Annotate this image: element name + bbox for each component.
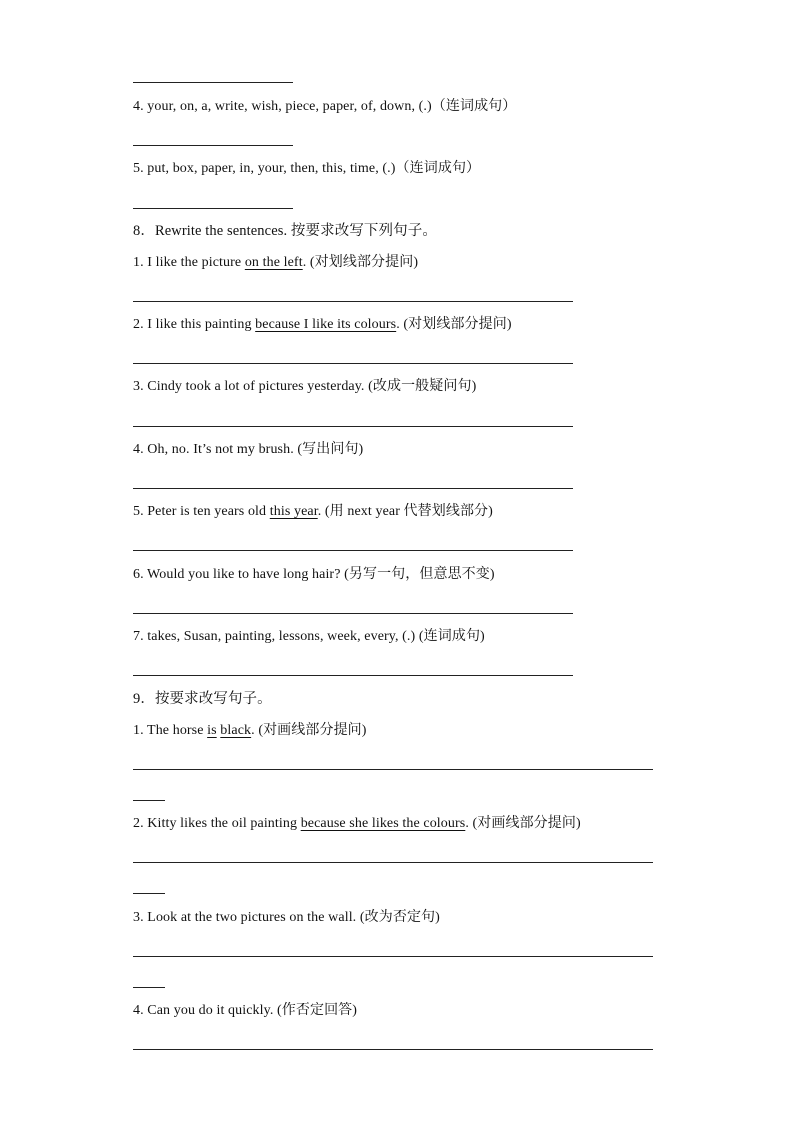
question-8-2-instruction: . (对划线部分提问): [396, 317, 512, 332]
question-9-3: 3. Look at the two pictures on the wall. (改为否定句): [133, 910, 440, 925]
answer-line-continuation: [133, 893, 165, 894]
question-8-5-text: 5. Peter is ten years old: [133, 504, 270, 519]
question-8-3: 3. Cindy took a lot of pictures yesterday. (改成一般疑问句): [133, 379, 477, 394]
answer-line: [133, 769, 653, 770]
answer-line: [133, 145, 293, 146]
question-8-2-text: 2. I like this painting: [133, 317, 256, 332]
answer-line: [133, 862, 653, 863]
answer-line: [133, 613, 573, 614]
underlined-part: this year: [269, 504, 318, 519]
question-9-2: [133, 814, 581, 834]
answer-line: [133, 426, 573, 427]
answer-line: [133, 208, 293, 209]
section-8-heading: 8．Rewrite the sentences. 按要求改写下列句子。: [133, 223, 437, 239]
underlined-part: on the left: [244, 255, 303, 270]
answer-line: [133, 675, 573, 676]
answer-line: [133, 1049, 653, 1050]
answer-line: [133, 82, 293, 83]
question-9-1-instruction: . (对画线部分提问): [251, 723, 367, 738]
question-8-5: [133, 502, 493, 522]
question-8-7: 7. takes, Susan, painting, lessons, week, every, (.) (连词成句): [133, 629, 485, 644]
question-8-6: 6. Would you like to have long hair? (另写一句，但意思不变): [133, 567, 495, 582]
underlined-part: is: [207, 723, 217, 738]
question-8-1: [133, 253, 418, 273]
question-9-2-instruction: . (对画线部分提问): [465, 816, 581, 831]
question-9-1: [133, 721, 367, 741]
answer-line-continuation: [133, 800, 165, 801]
underlined-part: black: [220, 723, 252, 738]
question-9-4: 4. Can you do it quickly. (作否定回答): [133, 1003, 358, 1018]
answer-line-continuation: [133, 987, 165, 988]
answer-line: [133, 301, 573, 302]
question-8-1-instruction: . (对划线部分提问): [302, 255, 419, 270]
question-7-5: 5. put, box, paper, in, your, then, this, time, (.)（连词成句）: [133, 161, 481, 176]
question-9-2-text: 2. Kitty likes the oil painting: [133, 816, 301, 831]
question-9-1-text: 1. The horse: [133, 723, 208, 738]
question-8-4: 4. Oh, no. It’s not my brush. (写出问句): [133, 442, 364, 457]
underlined-part: because she likes the colours: [300, 816, 466, 831]
question-8-2: [133, 315, 512, 335]
answer-line: [133, 956, 653, 957]
answer-line: [133, 550, 573, 551]
question-8-5-instruction: . (用 next year 代替划线部分): [317, 504, 493, 519]
section-9-heading: 9．按要求改写句子。: [133, 691, 272, 707]
underlined-part: because I like its colours: [255, 317, 397, 332]
question-7-4: 4. your, on, a, write, wish, piece, paper, of, down, (.)（连词成句）: [133, 99, 517, 114]
answer-line: [133, 363, 573, 364]
question-8-1-text: 1. I like the picture: [133, 255, 245, 270]
answer-line: [133, 488, 573, 489]
